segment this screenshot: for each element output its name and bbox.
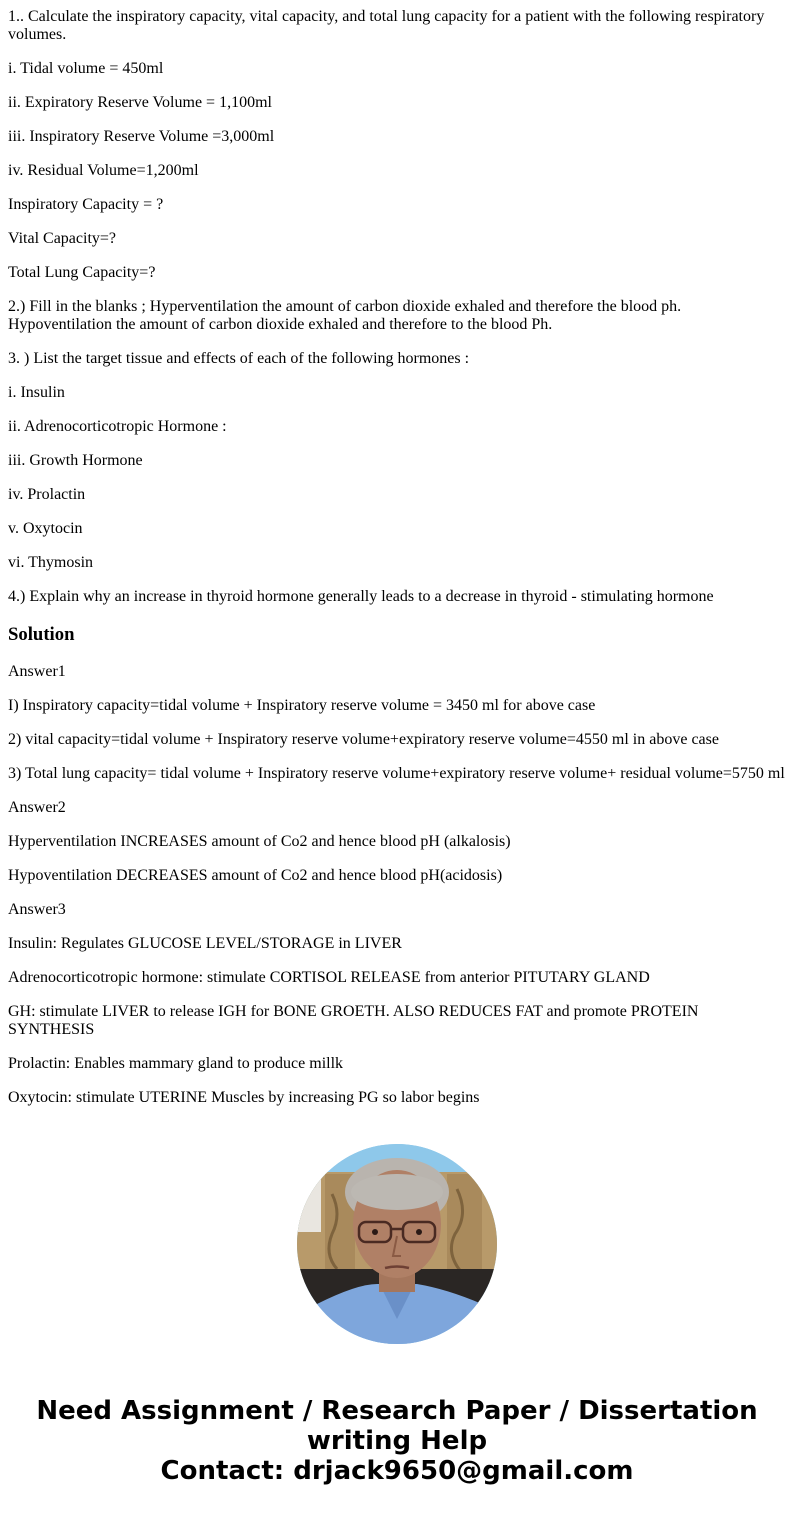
answer-3-label: Answer3	[8, 901, 66, 918]
promo-contact: Contact: drjack9650@gmail.com	[160, 1456, 634, 1486]
answer-2-label: Answer2	[8, 799, 66, 816]
answer-3-line: Insulin: Regulates GLUCOSE LEVEL/STORAGE in LIVER	[8, 935, 402, 952]
promo-headline: Need Assignment / Research Paper / Dissertation writing Help	[36, 1396, 758, 1456]
question-1-ask: Inspiratory Capacity = ?	[8, 196, 164, 213]
question-1-item: iv. Residual Volume=1,200ml	[8, 162, 199, 179]
author-photo	[297, 1144, 497, 1344]
solution-heading: Solution	[8, 624, 75, 645]
question-3-intro: 3. ) List the target tissue and effects of each of the following hormones :	[8, 350, 470, 367]
question-3-item: ii. Adrenocorticotropic Hormone :	[8, 418, 227, 435]
answer-2-line: Hypoventilation DECREASES amount of Co2 and hence blood pH(acidosis)	[8, 867, 503, 884]
question-1-item: i. Tidal volume = 450ml	[8, 60, 164, 77]
answer-3-line: Oxytocin: stimulate UTERINE Muscles by increasing PG so labor begins	[8, 1089, 480, 1106]
question-2: 2.) Fill in the blanks ; Hyperventilation the amount of carbon dioxide exhaled and therefore the blood ph. Hypoventilation the amount of carbon dioxide exhaled and therefore to the blood Ph.	[8, 298, 682, 333]
promo-banner	[8, 1396, 786, 1486]
answer-1-line: 3) Total lung capacity= tidal volume + Inspiratory reserve volume+expiratory reserve volume+ residual volume=5750 ml	[8, 765, 785, 782]
answer-2-line: Hyperventilation INCREASES amount of Co2 and hence blood pH (alkalosis)	[8, 833, 511, 850]
question-3-item: v. Oxytocin	[8, 520, 83, 537]
question-3-item: vi. Thymosin	[8, 554, 94, 571]
question-3-item: iii. Growth Hormone	[8, 452, 143, 469]
question-4: 4.) Explain why an increase in thyroid hormone generally leads to a decrease in thyroid - stimulating hormone	[8, 588, 714, 605]
question-1-item: ii. Expiratory Reserve Volume = 1,100ml	[8, 94, 272, 111]
answer-3-line: Adrenocorticotropic hormone: stimulate CORTISOL RELEASE from anterior PITUTARY GLAND	[8, 969, 650, 986]
question-1-item: iii. Inspiratory Reserve Volume =3,000ml	[8, 128, 275, 145]
answer-1-line: 2) vital capacity=tidal volume + Inspiratory reserve volume+expiratory reserve volume=4550 ml in above case	[8, 731, 719, 748]
question-3-item: iv. Prolactin	[8, 486, 86, 503]
question-1-intro: 1.. Calculate the inspiratory capacity, vital capacity, and total lung capacity for a patient with the following respiratory volumes.	[8, 8, 765, 43]
author-photo-container	[8, 1144, 786, 1344]
portrait-image-icon	[297, 1144, 497, 1344]
answer-1-line: I) Inspiratory capacity=tidal volume + Inspiratory reserve volume = 3450 ml for above case	[8, 697, 596, 714]
answer-3-line: GH: stimulate LIVER to release IGH for BONE GROETH. ALSO REDUCES FAT and promote PROTEIN SYNTHESIS	[8, 1003, 699, 1038]
answer-3-line: Prolactin: Enables mammary gland to produce millk	[8, 1055, 344, 1072]
question-3-item: i. Insulin	[8, 384, 65, 401]
question-1-ask: Vital Capacity=?	[8, 230, 117, 247]
answer-1-label: Answer1	[8, 663, 66, 680]
question-1-ask: Total Lung Capacity=?	[8, 264, 156, 281]
